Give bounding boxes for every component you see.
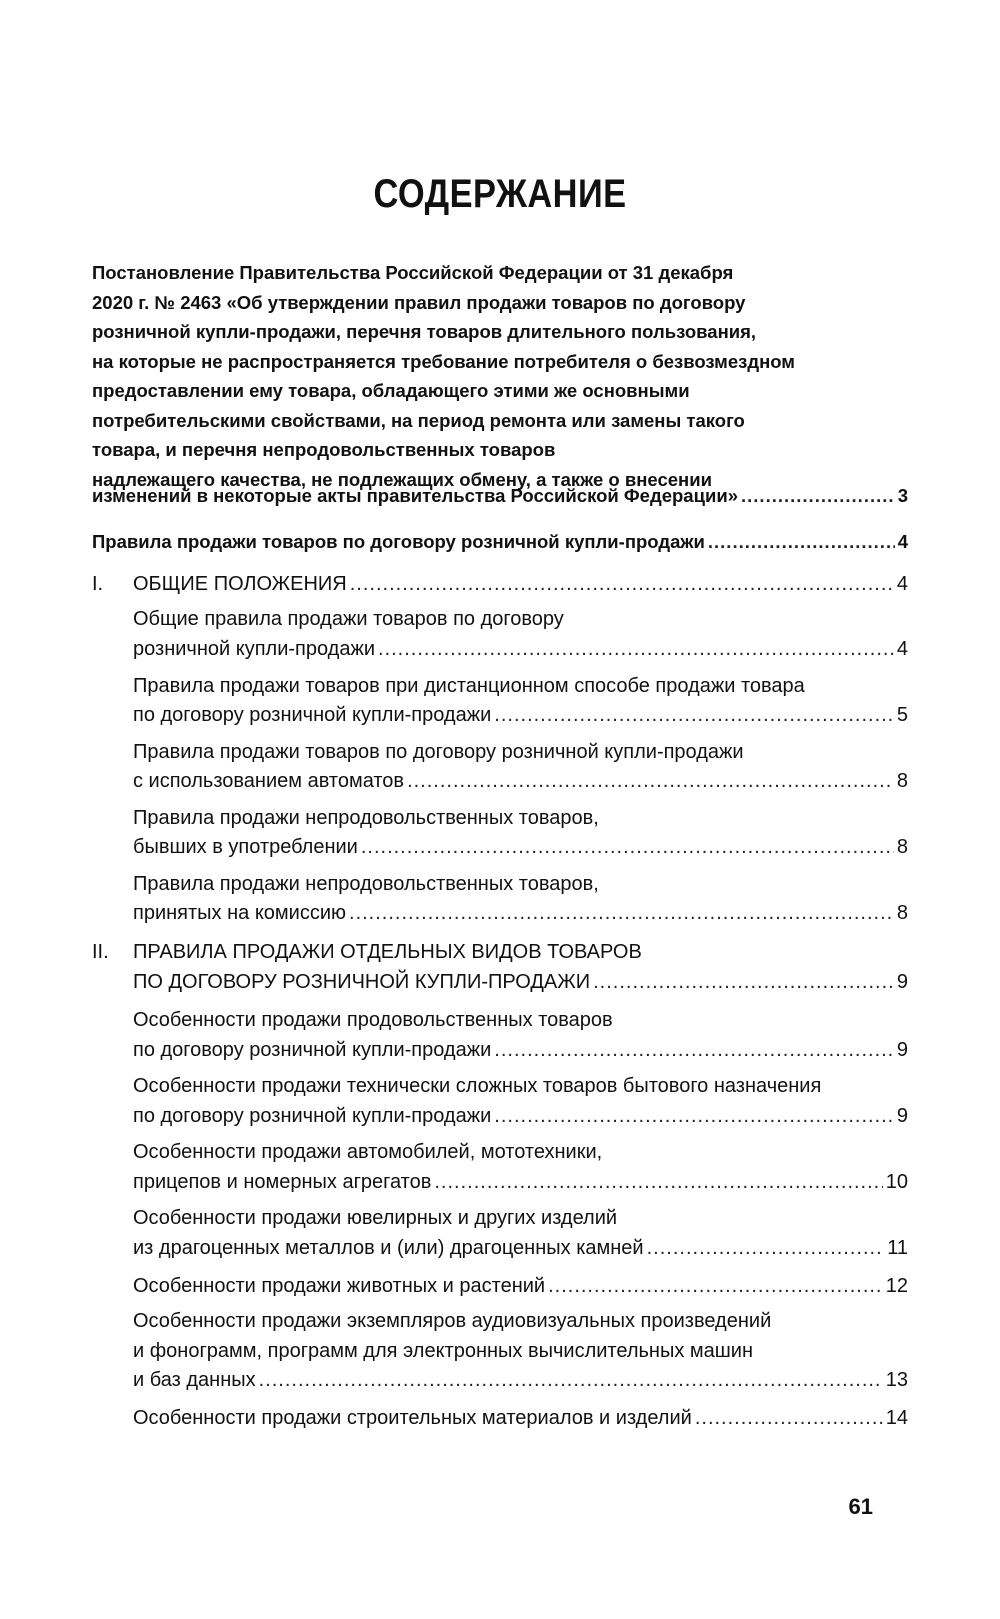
- toc-entry-line: Правила продажи непродовольственных товаров,: [133, 873, 599, 895]
- page-ref: 11: [887, 1237, 908, 1259]
- intro-last-text: изменений в некоторые акты правительства Российской Федерации»: [92, 485, 739, 506]
- toc-entry: [133, 833, 908, 861]
- page-ref: 14: [885, 1407, 908, 1429]
- toc-entry-line: и фонограмм, программ для электронных вычислительных машин: [133, 1340, 754, 1362]
- page-ref: 5: [896, 704, 908, 726]
- dot-leader: [494, 1102, 894, 1130]
- dot-leader: [593, 968, 894, 996]
- intro-line: потребительскими свойствами, на период ремонта или замены такого: [92, 409, 745, 431]
- intro-entry: [92, 258, 908, 494]
- intro-line: Постановление Правительства Российской Федерации от 31 декабря: [92, 262, 734, 283]
- toc-entry-line: по договору розничной купли-продажи: [133, 1105, 492, 1127]
- section-2-title-line: ПО ДОГОВОРУ РОЗНИЧНОЙ КУПЛИ-ПРОДАЖИ: [133, 971, 591, 993]
- page-ref: 9: [896, 971, 908, 993]
- toc-entry-line: розничной купли-продажи: [133, 638, 376, 660]
- dot-leader: [407, 767, 894, 795]
- toc-entry-line: Особенности продажи животных и растений: [133, 1275, 546, 1297]
- dot-leader: [494, 701, 894, 729]
- toc-entry-line: из драгоценных металлов и (или) драгоценных камней: [133, 1237, 644, 1259]
- intro-line: розничной купли-продажи, перечня товаров длительного пользования,: [92, 321, 757, 342]
- page-number: 61: [848, 1494, 873, 1519]
- toc-entry: [133, 1102, 908, 1130]
- dot-leader: [708, 528, 895, 556]
- dot-leader: [350, 570, 894, 598]
- toc-entry-line: бывших в употреблении: [133, 836, 358, 858]
- dot-leader: [434, 1168, 882, 1196]
- toc-entry-line: с использованием автоматов: [133, 770, 405, 792]
- page-ref: 8: [896, 770, 908, 792]
- toc-entry-line: Особенности продажи строительных материалов и изделий: [133, 1407, 692, 1429]
- dot-leader: [361, 833, 894, 861]
- dot-leader: [741, 482, 895, 510]
- toc-entry: [133, 1272, 908, 1300]
- dot-leader: [548, 1272, 883, 1300]
- intro-last-line: [92, 482, 908, 510]
- toc-entry: [133, 899, 908, 927]
- section-1-heading: [133, 570, 908, 598]
- page-ref: 4: [897, 531, 908, 552]
- toc-entry-line: прицепов и номерных агрегатов: [133, 1171, 432, 1193]
- intro-line: на которые не распространяется требование потребителя о безвозмездном: [92, 350, 795, 372]
- page-ref: 9: [896, 1105, 908, 1127]
- toc-entry-line: Особенности продажи продовольственных товаров: [133, 1009, 613, 1031]
- page-ref: 9: [896, 1039, 908, 1061]
- page-ref: 3: [897, 485, 908, 506]
- intro-line: надлежащего качества, не подлежащих обмену, а также о внесении: [92, 468, 712, 490]
- toc-entry: [133, 1234, 908, 1262]
- intro-line: предоставлении ему товара, обладающего этими же основными: [92, 380, 690, 401]
- dot-leader: [695, 1404, 883, 1432]
- toc-entry-line: Особенности продажи ювелирных и других изделий: [133, 1207, 618, 1229]
- toc-entry-line: Особенности продажи экземпляров аудиовизуальных произведений: [133, 1310, 772, 1332]
- page-ref: 12: [885, 1275, 908, 1297]
- page-ref: 8: [896, 902, 908, 924]
- toc-entry-line: и баз данных: [133, 1369, 256, 1391]
- section-1-numeral: I.: [92, 573, 104, 595]
- toc-entry-line: Общие правила продажи товаров по договору: [133, 608, 564, 630]
- page-ref: 4: [896, 638, 908, 660]
- toc-entry-line: Правила продажи товаров по договору розничной купли-продажи: [133, 741, 744, 763]
- toc-entry-line: Правила продажи товаров при дистанционном способе продажи товара: [133, 675, 805, 697]
- rules-heading: [92, 528, 908, 556]
- toc-entry: [133, 1036, 908, 1064]
- section-2-heading: [133, 968, 908, 996]
- dot-leader: [378, 635, 894, 663]
- intro-line: 2020 г. № 2463 «Об утверждении правил продажи товаров по договору: [92, 291, 746, 313]
- dot-leader: [259, 1366, 883, 1394]
- toc-entry-line: по договору розничной купли-продажи: [133, 704, 492, 726]
- toc-entry: [133, 701, 908, 729]
- dot-leader: [349, 899, 894, 927]
- toc-entry-line: принятых на комиссию: [133, 902, 347, 924]
- section-2-title-line: ПРАВИЛА ПРОДАЖИ ОТДЕЛЬНЫХ ВИДОВ ТОВАРОВ: [133, 941, 642, 963]
- toc-entry: [133, 1366, 908, 1394]
- dot-leader: [494, 1036, 894, 1064]
- toc-entry: [133, 767, 908, 795]
- section-2-numeral: II.: [92, 941, 109, 963]
- rules-heading-text: Правила продажи товаров по договору розничной купли-продажи: [92, 531, 705, 552]
- page-ref: 13: [885, 1369, 908, 1391]
- toc-entry-line: по договору розничной купли-продажи: [133, 1039, 492, 1061]
- page-ref: 10: [885, 1171, 908, 1193]
- toc-entry: [133, 1168, 908, 1196]
- toc-entry: [133, 1404, 908, 1432]
- toc-entry: [133, 635, 908, 663]
- page-ref: 4: [896, 573, 908, 595]
- dot-leader: [647, 1234, 885, 1262]
- toc-entry-line: Особенности продажи автомобилей, мототехники,: [133, 1141, 603, 1163]
- toc-entry-line: Правила продажи непродовольственных товаров,: [133, 807, 599, 829]
- intro-line: товара, и перечня непродовольственных товаров: [92, 439, 556, 460]
- toc-entry-line: Особенности продажи технически сложных товаров бытового назначения: [133, 1075, 822, 1097]
- section-1-title: ОБЩИЕ ПОЛОЖЕНИЯ: [133, 573, 347, 595]
- page-ref: 8: [896, 836, 908, 858]
- page-title: СОДЕРЖАНИЕ: [373, 172, 627, 216]
